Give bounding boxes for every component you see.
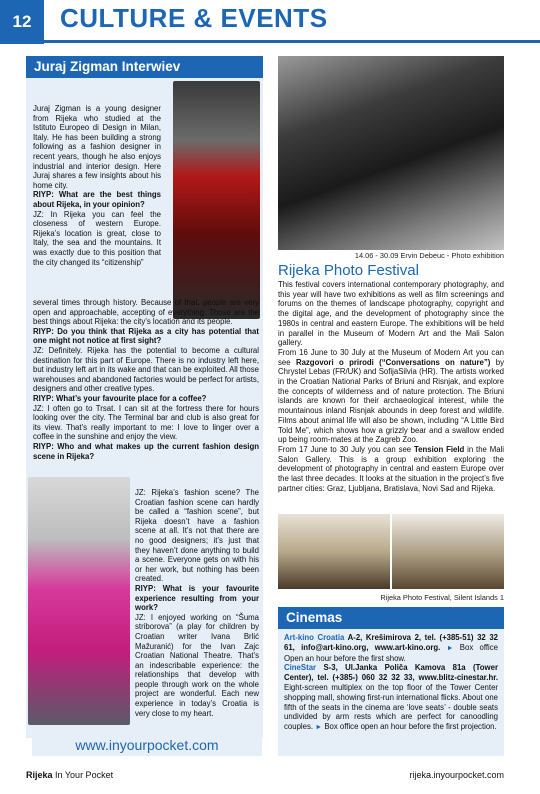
section-title: CULTURE & EVENTS — [60, 3, 328, 33]
photo-caption-top: 14.06 - 30.09 Ervin Debeuc - Photo exhibition — [354, 251, 504, 260]
page-header — [0, 0, 540, 44]
interview-column — [26, 56, 263, 756]
silent-islands-photo-right — [392, 514, 504, 589]
cinema-name-art-kino: Art-kino Croatia — [284, 633, 345, 642]
silent-islands-photo-left — [278, 514, 390, 589]
footer-brand: Rijeka In Your Pocket — [26, 770, 114, 780]
footer-url[interactable]: rijeka.inyourpocket.com — [409, 770, 504, 780]
festival-text: This festival covers international contemporary photography, and this year will have two exhibitions as well as film screenings and forums on the themes of landscape photography, copyright and the digital age, and the development of photography since the 1980s in central and eastern Europe. The exhibitions will be held in parallel in the Museum of Modern Art and the Mali Salon gallery. From 16 June to 30 July at the Museum of Modern Art you can see Razgovori o prirodi (“Conversations on nature”) by Chrystel Lebas (FR/UK) and SofijaSilvia (HR). The artists worked in the Croatian National Parks of Briuni and Risnjak, and explore the concepts of wilderness and of nature protection. The Briuni islands are known for their archaeological interest, while the mountainous inland Risnjak abounds in deep forest and wildlife. Films about animal life will also be shown, including “A Little Bird Told Me”, which shows how a grizzly bear and a swallow ended up being room-mates at the Zagreb Zoo. From 17 June to 30 July you can see Tension Field in the Mali Salon Gallery. This is a group exhibition exploring the development of photography in central and eastern Europe over the last three decades. It looks at the situation in the project’s five partner cities: Graz, Ljubljana, Bratislava, Novi Sad and Rijeka. — [278, 280, 504, 493]
fashion-photo-pink-dress — [28, 477, 130, 725]
interview-intro-block: Juraj Zigman is a young designer from Rijeka who studied at the Istituto Europeo di Design in Milan, Italy. He has been building a strong following as a fashion designer in recent years, though he also enjoys industrial and interior design. Here Juraj shares a few insights about his home city. RIYP: What are the best things about Rijeka, in your opinion? JZ: In Rijeka you can feel the closeness of western Europe. Rijeka’s location is great, close to Italy, the sea and the mountains. It was exactly due to this position that the city changed its “citizenship” — [33, 104, 161, 267]
arrow-icon: ► — [446, 644, 454, 652]
page-number: 12 — [0, 0, 44, 44]
page-footer — [26, 770, 504, 784]
arrow-icon: ► — [315, 724, 323, 732]
cinema-name-cinestar: CineStar — [284, 663, 317, 673]
header-rule — [44, 40, 540, 43]
cinemas-title: Cinemas — [278, 607, 504, 629]
website-link[interactable]: www.inyourpocket.com — [32, 734, 262, 756]
interview-main-block: several times through history. Because of that, people are very open and approachable, accepting of everything. Those are the best things about Rijeka: the city’s location and its people. RIYP: Do you think that Rijeka as a city has potential that one might not notice at first sight? JZ: Definitely. Rijeka has the potential to become a cultural destination for this part of Europe. There is no industry left here, but industry left art in its wake and that can be exploited. All those warehouses and abandoned factories would be perfect for artists, designers and other creative types. RIYP: What’s your favourite place for a coffee? JZ: I often go to Trsat. I can sit at the fortress there for hours looking over the city. The Terminal bar and club is also great for its view. That’s really important to me: I love to linger over a coffee in the sunshine and enjoy the view. RIYP: Who and what makes up the current fashion design scene in Rijeka? — [33, 298, 259, 461]
cinemas-panel: Art-kino Croatia A-2, Krešimirova 2, tel. (+385-51) 32 32 61, info@art-kino.org, www.art-kino.org. ► Box office Open an hour before the first show. CineStar S-3, Ul.Janka Poliča Kamova 81a (Tower Center), tel. (+385-) 060 32 32 33, www.blitz-cinestar.hr. Eight-screen multiplex on the top floor of the Tower Center shopping mall, showing first-run international flicks. About one fifth of the seats in the cinema are ‘love seats’ - double seats undivided by arm rests which are perfect for canoodling couples. ► Box office open an hour before the first projection. — [278, 629, 504, 756]
festival-title: Rijeka Photo Festival — [278, 262, 419, 279]
photo-caption-bottom: Rijeka Photo Festival, Silent Islands 1 — [380, 593, 504, 602]
interview-panel — [26, 78, 263, 738]
interview-side-block: JZ: Rijeka’s fashion scene? The Croatian fashion scene can hardly be called a “fashion scene”, but Rijeka doesn’t have a fashion scene at all. It’s not that there are no good designers; it’s just that they haven’t done anything to build a scene. Everyone gets on with his or her work, but nothing has been created. RIYP: What is your favourite experience resulting from your work? JZ: I enjoyed working on “Šuma striborova” (a play for children by Croatian writer Ivana Brlić Mažuranić) for the Ivan Zajc Croatian National Theatre. That’s an indescribable experience: the relationships that develop with people through work on the whole project are wonderful. Each new experience in today’s Croatia is very close to my heart. — [135, 488, 259, 718]
fashion-photo-red-dress — [173, 81, 260, 319]
interview-title: Juraj Zigman Interwiev — [26, 56, 263, 78]
exhibition-photo — [278, 56, 504, 250]
